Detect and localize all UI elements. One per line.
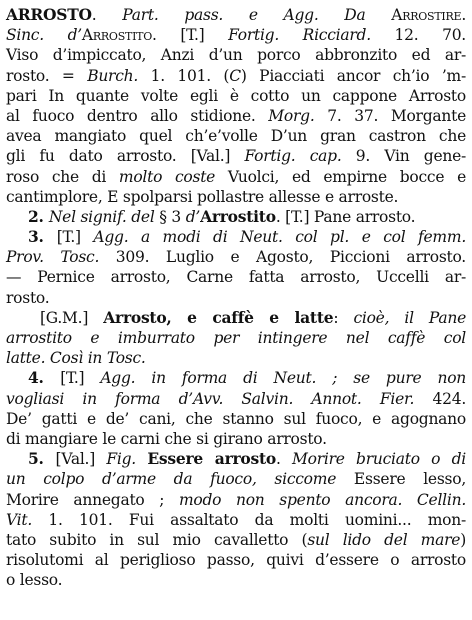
text-span: : bbox=[333, 308, 354, 327]
italic-text: Agg. a modi di Neut. col pl. e col femm. bbox=[93, 228, 466, 247]
italic-text: latte. Così in Tosc. bbox=[6, 349, 146, 368]
text-span: 1. 101. Fui assaltato da molti uomini... mon- bbox=[32, 510, 466, 529]
text-span: o lesso. bbox=[6, 571, 63, 590]
italic-text: un colpo d’arme da fuoco, siccome bbox=[6, 470, 337, 489]
italic-text: cioè, il Pane bbox=[353, 308, 466, 327]
entry-line bbox=[6, 348, 466, 368]
bold-term: Arrostito bbox=[200, 206, 276, 226]
entry-line bbox=[6, 247, 466, 267]
italic-text: Agg. in forma di Neut. ; se pure non bbox=[100, 369, 467, 388]
text-span: 309. Luglio e Agosto, Piccioni arrosto. bbox=[99, 248, 466, 267]
text-span: [G.M.] bbox=[40, 308, 104, 327]
entry-line bbox=[6, 167, 466, 187]
text-span: [T.] bbox=[56, 228, 94, 247]
text-span: De’ gatti e de’ cani, che stanno sul fuoco, e agognano bbox=[6, 409, 466, 428]
text-span: di mangiare le carni che si girano arrosto. bbox=[6, 429, 327, 448]
entry-line bbox=[6, 126, 466, 146]
bold-term: 5. bbox=[28, 449, 56, 469]
italic-text: Nel signif. del bbox=[48, 207, 155, 226]
italic-text: Morire bruciato o di bbox=[292, 450, 467, 469]
text-span: Morire annegato ; bbox=[6, 490, 179, 509]
italic-text: vogliasi in forma d’Avv. Salvin. Annot. Fier. bbox=[6, 389, 415, 408]
text-span: — Pernice arrosto, Carne fatta arrosto, Uccelli ar- bbox=[6, 268, 466, 287]
small-caps-text: Arrostito bbox=[81, 26, 153, 45]
entry-line bbox=[6, 449, 466, 469]
text-span: 424. bbox=[414, 389, 466, 408]
bold-term: Arrosto, e caffè e latte bbox=[103, 307, 334, 327]
text-span: pari In quante volte egli è cotto un cappone Arrosto bbox=[6, 86, 466, 105]
italic-text: Part. pass. e Agg. Da bbox=[122, 6, 392, 24]
text-span: ) bbox=[460, 530, 467, 549]
italic-text: C bbox=[229, 66, 241, 85]
italic-text: Morg. bbox=[268, 106, 315, 125]
entry-line bbox=[6, 45, 466, 65]
entry-line bbox=[6, 308, 466, 328]
italic-text: d’ bbox=[185, 207, 201, 226]
text-span: rosto. = bbox=[6, 66, 88, 85]
entry-line bbox=[6, 389, 466, 409]
text-span: avea mangiato quel ch’e’volle D’un gran castron che bbox=[6, 127, 466, 146]
entry-line bbox=[6, 66, 466, 86]
entry-line bbox=[6, 490, 466, 510]
bold-term: Essere arrosto bbox=[147, 449, 276, 469]
entry-line bbox=[6, 267, 466, 287]
text-span: al fuoco dentro allo stidione. bbox=[6, 106, 269, 125]
italic-text: Sinc. d’ bbox=[6, 26, 82, 45]
entry-line bbox=[6, 368, 466, 388]
text-span: . bbox=[276, 450, 293, 469]
italic-text: molto coste bbox=[118, 167, 216, 186]
text-span: § 3 bbox=[154, 207, 186, 226]
italic-text: Prov. Tosc. bbox=[6, 248, 100, 267]
dictionary-entry bbox=[6, 5, 466, 590]
text-span: . [T.] Pane arrosto. bbox=[275, 207, 416, 226]
entry-line bbox=[6, 570, 466, 590]
text-span: Viso d’impiccato, Anzi d’un porco abbronzito ed ar- bbox=[6, 46, 466, 65]
italic-text: sul lido del mare bbox=[307, 530, 461, 549]
entry-line bbox=[6, 146, 466, 166]
italic-text: Fortig. cap. bbox=[244, 147, 342, 166]
entry-line bbox=[6, 409, 466, 429]
entry-line bbox=[6, 187, 466, 207]
italic-text: arrostito e imburrato per intingere nel caffè col bbox=[6, 329, 466, 347]
italic-text: Fig. bbox=[106, 450, 148, 469]
text-span: . bbox=[91, 6, 123, 24]
text-span: rosto. bbox=[6, 288, 50, 307]
bold-term: ARROSTO bbox=[6, 5, 92, 24]
text-span: gli fu dato arrosto. [Val.] bbox=[6, 147, 245, 166]
entry-line bbox=[6, 25, 466, 45]
entry-line bbox=[6, 469, 466, 489]
entry-line bbox=[6, 227, 466, 247]
italic-text: Vit. bbox=[6, 510, 33, 529]
bold-term: 3. bbox=[28, 227, 57, 247]
bold-term: 4. bbox=[28, 368, 61, 388]
text-span: 12. 70. bbox=[370, 26, 466, 45]
entry-line bbox=[6, 207, 466, 227]
entry-line bbox=[6, 288, 466, 308]
text-span: 7. 37. Morgante bbox=[314, 106, 466, 125]
entry-line bbox=[6, 550, 466, 570]
text-span: . [T.] bbox=[152, 26, 229, 45]
italic-text: Fortig. Ricciard. bbox=[228, 26, 371, 45]
italic-text: Burch. bbox=[87, 66, 139, 85]
entry-line bbox=[6, 510, 466, 530]
italic-text: modo non spento ancora. Cellin. bbox=[178, 490, 466, 509]
text-span: risolutomi al periglioso passo, quivi d’essere o arrosto bbox=[6, 551, 466, 570]
text-span: Essere lesso, bbox=[336, 470, 466, 489]
text-span: roso che di bbox=[6, 167, 119, 186]
entry-line bbox=[6, 106, 466, 126]
text-span: ) Piacciati ancor ch’io ’m- bbox=[240, 66, 466, 85]
entry-line bbox=[6, 5, 466, 25]
text-span: 9. Vin gene- bbox=[341, 147, 467, 166]
text-span: [T.] bbox=[60, 369, 101, 388]
entry-line bbox=[6, 86, 466, 106]
entry-line bbox=[6, 530, 466, 550]
small-caps-text: Arrostire. bbox=[391, 6, 466, 24]
text-span: tato subito in sul mio cavalletto ( bbox=[6, 530, 308, 549]
entry-line bbox=[6, 328, 466, 348]
text-span: Vuolci, ed empirne bocce e bbox=[215, 167, 467, 186]
text-span: 1. 101. ( bbox=[138, 66, 230, 85]
bold-term: 2. bbox=[28, 206, 49, 226]
entry-line bbox=[6, 429, 466, 449]
text-span: cantimplore, E spolparsi pollastre allesse e arroste. bbox=[6, 187, 399, 206]
text-span: [Val.] bbox=[55, 450, 107, 469]
